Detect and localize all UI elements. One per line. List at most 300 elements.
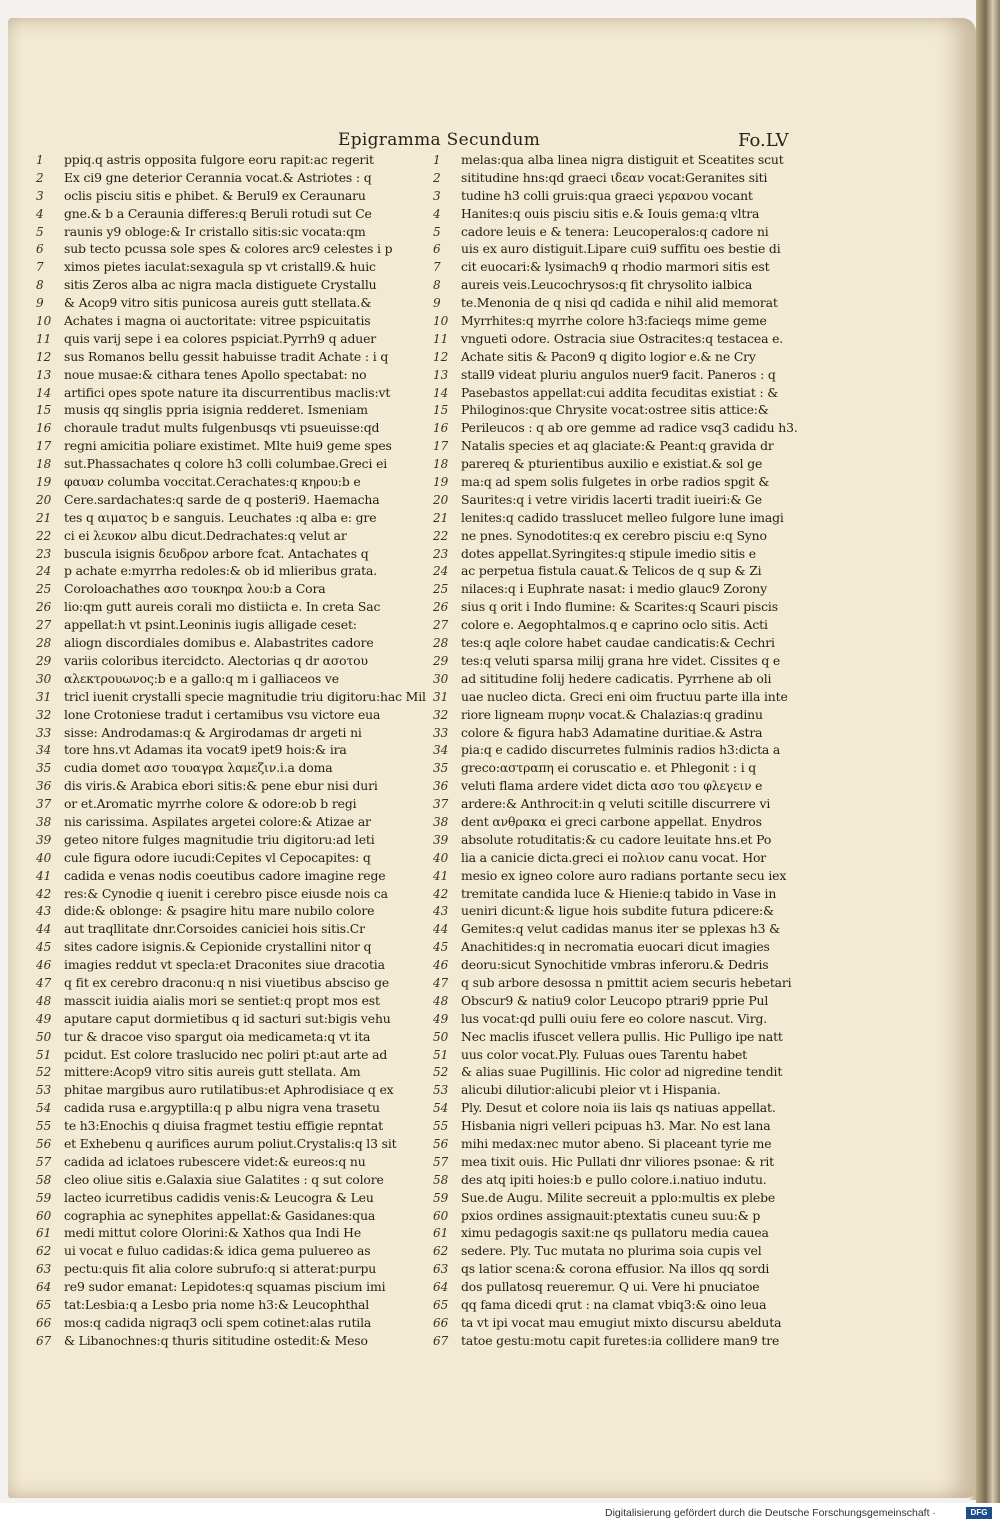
line-number: 15 — [36, 403, 52, 418]
line-number: 65 — [433, 1298, 449, 1312]
line-number: 26 — [36, 600, 52, 615]
line-number: 21 — [433, 510, 449, 525]
line-number: 24 — [433, 564, 449, 579]
text-line — [36, 688, 431, 706]
line-text: Natalis species et aq glaciate:& Peant:q gravida dr — [461, 438, 774, 454]
line-text: noue musae:& cithara tenes Apollo spectabat: no — [64, 366, 367, 382]
text-line — [433, 992, 828, 1010]
line-text: pectu:quis fit alia colore subrufo:q si atterat:purpu — [64, 1261, 377, 1277]
dfg-logo: DFG — [966, 1507, 992, 1519]
line-text: melas:qua alba linea nigra distiguit et Sceatites scut — [461, 152, 784, 167]
line-text: & Libanochnes:q thuris sititudine ostedit:& Meso — [64, 1332, 368, 1348]
line-text: lacteo icurretibus cadidis venis:& Leucogra & Leu — [64, 1189, 374, 1205]
text-line — [36, 974, 431, 992]
line-text: des atq ipiti hoies:b e pullo colore.i.natiuo indutu. — [461, 1171, 767, 1187]
line-number: 54 — [433, 1101, 449, 1116]
line-text: geteo nitore fulges magnitudie triu digitoru:ad leti — [64, 831, 375, 847]
text-line — [433, 1063, 828, 1081]
line-text: p achate e:myrrha redoles:& ob id mlieribus grata. — [64, 563, 377, 579]
line-text: tore hns.vt Adamas ita vocat9 ipet9 hois:& ira — [64, 742, 347, 758]
line-number: 16 — [433, 421, 449, 436]
line-text: Gemites:q velut cadidas manus iter se pplexas h3 & — [461, 921, 781, 937]
line-number: 7 — [36, 260, 44, 275]
line-number: 43 — [36, 904, 52, 919]
text-line — [433, 902, 828, 920]
line-number: 54 — [36, 1101, 52, 1116]
text-line — [36, 580, 431, 598]
line-number: 57 — [36, 1154, 52, 1169]
left-text-column — [36, 151, 431, 1350]
line-number: 11 — [433, 331, 449, 346]
line-number: 13 — [433, 367, 449, 382]
text-line — [433, 384, 828, 402]
line-number: 12 — [433, 349, 449, 364]
text-line — [36, 1278, 431, 1296]
text-line — [433, 580, 828, 598]
line-text: or et.Aromatic myrrhe colore & odore:ob b regi — [64, 796, 357, 812]
line-number: 14 — [36, 385, 52, 400]
text-line — [433, 240, 828, 258]
line-number: 49 — [36, 1011, 52, 1026]
text-line — [36, 741, 431, 759]
text-line — [433, 1242, 828, 1260]
line-number: 30 — [433, 671, 449, 686]
line-number: 10 — [36, 314, 52, 329]
text-line — [36, 330, 431, 348]
text-line — [36, 223, 431, 241]
line-number: 33 — [36, 725, 52, 740]
text-line — [36, 1296, 431, 1314]
line-text: Achates i magna oi auctoritate: vitree pspicuitatis — [64, 313, 371, 329]
line-text: aliogn discordiales domibus e. Alabastrites cadore — [64, 635, 374, 651]
line-number: 22 — [36, 528, 52, 543]
line-text: mos:q cadida nigraq3 ocli spem cotinet:alas rutila — [64, 1314, 372, 1330]
line-text: alicubi dilutior:alicubi pleior vt i Hispania. — [461, 1082, 721, 1098]
line-text: buscula isignis δευδρον arbore fcat. Antachates q — [64, 545, 369, 561]
line-number: 8 — [36, 278, 44, 293]
line-text: tes:q aqle colore habet caudae candicatis:& Cechri — [461, 635, 775, 651]
line-number: 42 — [433, 886, 449, 901]
line-number: 60 — [433, 1208, 449, 1223]
line-text: mea tixit ouis. Hic Pullati dnr viliores psonae: & rit — [461, 1153, 774, 1169]
text-line — [36, 1260, 431, 1278]
text-line — [433, 634, 828, 652]
line-number: 13 — [36, 367, 52, 382]
line-text: sites cadore isignis.& Cepionide crystallini nitor q — [64, 939, 372, 955]
line-number: 63 — [36, 1262, 52, 1277]
line-text: nis carissima. Aspilates argetei colore:& Atizae ar — [64, 813, 371, 829]
line-number: 31 — [36, 689, 52, 704]
line-text: αλεκτρουωνος:b e a gallo:q m i galliaceos ve — [64, 670, 339, 686]
line-text: cleo oliue sitis e.Galaxia siue Galatites : q sut colore — [64, 1171, 384, 1187]
text-line — [36, 759, 431, 777]
text-line — [36, 1117, 431, 1135]
text-line — [433, 598, 828, 616]
line-number: 63 — [433, 1262, 449, 1277]
line-text: sisse: Androdamas:q & Argirodamas dr argeti ni — [64, 724, 362, 740]
line-number: 8 — [433, 278, 441, 293]
line-number: 50 — [36, 1029, 52, 1044]
line-number: 22 — [433, 528, 449, 543]
line-text: cadida ad iclatoes rubescere videt:& eureos:q nu — [64, 1153, 366, 1169]
text-line — [36, 1242, 431, 1260]
line-text: choraule tradut mults fulgenbusqs vti psueuisse:qd — [64, 420, 380, 436]
line-number: 50 — [433, 1029, 449, 1044]
text-line — [433, 1332, 828, 1350]
line-text: Saurites:q i vetre viridis lacerti tradit iueiri:& Ge — [461, 491, 762, 507]
line-number: 33 — [433, 725, 449, 740]
line-number: 47 — [36, 975, 52, 990]
line-text: cit euocari:& lysimach9 q rhodio marmori sitis est — [461, 259, 770, 275]
line-number: 53 — [36, 1083, 52, 1098]
line-text: aureis veis.Leucochrysos:q fit chrysolito ialbica — [461, 277, 753, 293]
line-text: sedere. Ply. Tuc mutata no plurima soia cupis vel — [461, 1243, 762, 1259]
text-line — [433, 670, 828, 688]
page-leaf — [8, 18, 976, 1498]
text-line — [433, 1081, 828, 1099]
text-line — [36, 169, 431, 187]
text-line — [36, 240, 431, 258]
line-number: 28 — [433, 636, 449, 651]
line-text: mesio ex igneo colore auro radians portante secu iex — [461, 867, 787, 883]
line-text: cule figura odore iucudi:Cepites vl Cepocapites: q — [64, 849, 371, 865]
line-text: Coroloachathes ασο τουκηρα λου:b a Cora — [64, 581, 326, 597]
line-text: et Exhebenu q aurifices aurum poliut.Crystalis:q l3 sit — [64, 1135, 397, 1151]
line-number: 30 — [36, 671, 52, 686]
line-number: 9 — [36, 296, 44, 311]
line-number: 46 — [36, 958, 52, 973]
line-number: 52 — [36, 1065, 52, 1080]
text-line — [433, 348, 828, 366]
text-line — [36, 491, 431, 509]
line-number: 52 — [433, 1065, 449, 1080]
line-number: 4 — [433, 206, 441, 221]
line-text: q sub arbore desossa n pmittit aciem securis hebetari — [461, 974, 792, 990]
text-line — [433, 849, 828, 867]
line-number: 43 — [433, 904, 449, 919]
line-number: 45 — [36, 940, 52, 955]
line-text: sut.Phassachates q colore h3 colli columbae.Greci ei — [64, 456, 388, 472]
text-line — [36, 902, 431, 920]
text-line — [36, 419, 431, 437]
text-line — [433, 169, 828, 187]
text-line — [433, 258, 828, 276]
line-number: 62 — [36, 1244, 52, 1259]
text-line — [36, 258, 431, 276]
text-line — [36, 151, 431, 169]
line-text: medi mittut colore Olorini:& Xathos qua Indi He — [64, 1225, 362, 1241]
text-line — [433, 1207, 828, 1225]
running-title: Epigramma Secundum — [338, 130, 541, 150]
text-line — [433, 724, 828, 742]
line-number: 4 — [36, 206, 44, 221]
funding-credit: Digitalisierung gefördert durch die Deutsche Forschungsgemeinschaft · — [605, 1507, 936, 1519]
line-text: & Acop9 vitro sitis punicosa aureis gutt stellata.& — [64, 295, 372, 311]
text-line — [433, 867, 828, 885]
line-text: te.Menonia de q nisi qd cadida e nihil alid memorat — [461, 295, 778, 311]
text-line — [433, 1028, 828, 1046]
line-text: lone Crotoniese tradut i certamibus vsu victore eua — [64, 706, 381, 722]
text-line — [36, 1189, 431, 1207]
line-text: phitae margibus auro rutilatibus:et Aphrodisiace q ex — [64, 1082, 394, 1098]
line-text: ardere:& Anthrocit:in q veluti scitille discurrere vi — [461, 796, 771, 812]
line-text: variis coloribus itercidcto. Alectorias q dr ασοτου — [64, 652, 368, 668]
line-number: 9 — [433, 296, 441, 311]
text-line — [36, 455, 431, 473]
line-text: tremitate candida luce & Hienie:q tabido in Vase in — [461, 885, 777, 901]
text-line — [433, 509, 828, 527]
line-text: tat:Lesbia:q a Lesbo pria nome h3:& Leucophthal — [64, 1297, 370, 1312]
line-text: aputare caput dormietibus q id sacturi sut:bigis vehu — [64, 1010, 391, 1026]
text-line — [36, 384, 431, 402]
line-number: 53 — [433, 1083, 449, 1098]
line-number: 25 — [433, 582, 449, 597]
text-line — [36, 670, 431, 688]
line-text: parereq & pturientibus auxilio e existiat.& sol ge — [461, 456, 763, 472]
text-line — [433, 455, 828, 473]
text-line — [36, 706, 431, 724]
text-line — [36, 205, 431, 223]
line-text: dos pullatosq reueremur. Q ui. Vere hi pnuciatoe — [461, 1279, 760, 1295]
line-number: 40 — [36, 850, 52, 865]
text-line — [36, 598, 431, 616]
line-number: 34 — [433, 743, 449, 758]
text-line — [36, 616, 431, 634]
text-line — [433, 437, 828, 455]
line-text: cadida e venas nodis coeutibus cadore imagine rege — [64, 867, 386, 883]
line-number: 64 — [36, 1280, 52, 1295]
line-number: 49 — [433, 1011, 449, 1026]
text-line — [36, 634, 431, 652]
text-line — [433, 920, 828, 938]
line-text: dotes appellat.Syringites:q stipule imedio sitis e — [461, 545, 756, 561]
line-number: 65 — [36, 1298, 52, 1312]
line-text: ta vt ipi vocat mau emugiut mixto discursu abelduta — [461, 1314, 782, 1330]
line-number: 35 — [433, 761, 449, 776]
line-text: ci ei λευκον albu dicut.Dedrachates:q velut ar — [64, 527, 347, 543]
line-text: Ex ci9 gne deterior Cerannia vocat.& Astriotes : q — [64, 169, 372, 185]
line-number: 5 — [36, 224, 44, 239]
line-number: 37 — [433, 797, 449, 812]
text-line — [433, 831, 828, 849]
line-number: 7 — [433, 260, 441, 275]
text-line — [433, 1260, 828, 1278]
line-number: 55 — [36, 1119, 52, 1134]
line-text: re9 sudor emanat: Lepidotes:q squamas piscium imi — [64, 1279, 386, 1295]
line-text: Cere.sardachates:q sarde de q posteri9. Haemacha — [64, 491, 380, 507]
text-line — [36, 831, 431, 849]
line-number: 38 — [36, 814, 52, 829]
line-text: lio:qm gutt aureis corali mo distiicta e. In creta Sac — [64, 599, 381, 615]
text-line — [36, 312, 431, 330]
line-text: ximos pietes iaculat:sexagula sp vt cristall9.& huic — [64, 259, 376, 275]
line-number: 32 — [433, 707, 449, 722]
line-number: 36 — [433, 779, 449, 794]
line-number: 6 — [433, 242, 441, 257]
line-number: 51 — [433, 1047, 449, 1062]
line-text: appellat:h vt psint.Leoninis iugis alligade ceset: — [64, 617, 357, 633]
line-number: 66 — [36, 1315, 52, 1330]
text-line — [433, 1099, 828, 1117]
text-line — [433, 1171, 828, 1189]
line-number: 21 — [36, 510, 52, 525]
line-text: pia:q e cadido discurretes fulminis radios h3:dicta a — [461, 742, 781, 758]
book-edge — [976, 0, 1000, 1525]
text-line — [433, 688, 828, 706]
line-number: 58 — [433, 1172, 449, 1187]
line-number: 61 — [36, 1226, 52, 1241]
text-line — [36, 813, 431, 831]
line-text: Nec maclis ifuscet vellera pullis. Hic Pulligo ipe natt — [461, 1028, 783, 1044]
text-line — [36, 527, 431, 545]
line-text: dent ανθρακα ei greci carbone appellat. Enydros — [461, 813, 762, 829]
text-line — [433, 759, 828, 777]
text-line — [36, 724, 431, 742]
line-number: 10 — [433, 314, 449, 329]
line-text: cudia domet ασο τουαγρα λαμεζιν.i.a doma — [64, 760, 333, 776]
text-line — [433, 401, 828, 419]
line-text: tatoe gestu:motu capit furetes:ia collidere man9 tre — [461, 1332, 780, 1348]
line-text: Perileucos : q ab ore gemme ad radice vsq3 cadidu h3. — [461, 420, 798, 436]
text-line — [36, 885, 431, 903]
text-line — [433, 491, 828, 509]
line-text: stall9 videat pluriu angulos nuer9 facit. Paneros : q — [461, 366, 776, 382]
line-number: 24 — [36, 564, 52, 579]
line-text: deoru:sicut Synochitide vmbras inferoru.& Dedris — [461, 957, 769, 973]
line-text: imagies reddut vt specla:et Draconites siue dracotia — [64, 957, 385, 973]
line-number: 39 — [36, 832, 52, 847]
text-line — [36, 1028, 431, 1046]
line-text: res:& Cynodie q iuenit i cerebro pisce eiusde nois ca — [64, 885, 388, 901]
text-line — [36, 1224, 431, 1242]
line-text: Philoginos:que Chrysite vocat:ostree sitis attice:& — [461, 402, 769, 418]
line-text: tur & dracoe viso spargut oia medicameta:q vt ita — [64, 1028, 371, 1044]
line-text: & alias suae Pugillinis. Hic color ad nigredine tendit — [461, 1064, 783, 1080]
line-text: regni amicitia poliare existimet. Mlte hui9 geme spes — [64, 438, 392, 454]
line-number: 64 — [433, 1280, 449, 1295]
line-number: 59 — [36, 1190, 52, 1205]
line-number: 67 — [433, 1333, 449, 1348]
text-line — [36, 294, 431, 312]
line-number: 61 — [433, 1226, 449, 1241]
text-line — [433, 187, 828, 205]
line-number: 56 — [433, 1136, 449, 1151]
text-line — [36, 992, 431, 1010]
line-text: ppiq.q astris opposita fulgore eoru rapit:ac regerit — [64, 152, 374, 167]
line-text: q fit ex cerebro draconu:q n nisi viuetibus absciso ge — [64, 974, 390, 990]
text-line — [433, 741, 828, 759]
line-text: Anachitides:q in necromatia euocari dicut imagies — [461, 939, 770, 955]
line-number: 48 — [36, 993, 52, 1008]
text-line — [433, 1314, 828, 1332]
line-number: 14 — [433, 385, 449, 400]
line-number: 17 — [36, 439, 52, 454]
line-number: 27 — [433, 618, 449, 633]
text-line — [433, 1153, 828, 1171]
line-number: 55 — [433, 1119, 449, 1134]
line-number: 51 — [36, 1047, 52, 1062]
folio-number: Fo.LV — [738, 130, 789, 151]
line-text: cadore leuis e & tenera: Leucoperalos:q cadore ni — [461, 223, 769, 239]
line-text: quis varij sepe i ea colores pspiciat.Pyrrh9 q aduer — [64, 330, 377, 346]
line-number: 41 — [433, 868, 449, 883]
line-number: 2 — [433, 170, 441, 185]
text-line — [36, 473, 431, 491]
line-text: uae nucleo dicta. Greci eni oim fructuu parte illa inte — [461, 688, 788, 704]
text-line — [433, 956, 828, 974]
text-line — [433, 223, 828, 241]
text-line — [36, 849, 431, 867]
text-line — [433, 205, 828, 223]
text-line — [433, 1010, 828, 1028]
line-number: 57 — [433, 1154, 449, 1169]
line-number: 62 — [433, 1244, 449, 1259]
line-text: cographia ac synephites appellat:& Gasidanes:qua — [64, 1207, 376, 1223]
line-number: 11 — [36, 331, 52, 346]
line-number: 3 — [36, 188, 44, 203]
line-number: 29 — [36, 653, 52, 668]
text-line — [433, 938, 828, 956]
text-line — [36, 652, 431, 670]
text-line — [36, 401, 431, 419]
line-text: mihi medax:nec mutor abeno. Si placeant tyrie me — [461, 1135, 772, 1151]
line-text: tes:q veluti sparsa milij grana hre videt. Cissites q e — [461, 652, 781, 668]
line-number: 32 — [36, 707, 52, 722]
line-text: mittere:Acop9 vitro sitis aureis gutt stellata. Am — [64, 1064, 361, 1080]
line-text: te h3:Enochis q diuisa fragmet testiu effigie repntat — [64, 1118, 383, 1134]
text-line — [36, 1010, 431, 1028]
line-text: sius q orit i Indo flumine: & Scarites:q Scauri piscis — [461, 599, 778, 615]
right-text-column — [433, 151, 828, 1350]
line-text: uus color vocat.Ply. Fuluas oues Tarentu habet — [461, 1046, 747, 1062]
line-number: 5 — [433, 224, 441, 239]
text-line — [36, 867, 431, 885]
line-text: aut traqllitate dnr.Corsoides caniciei hois sitis.Cr — [64, 921, 365, 937]
text-line — [433, 473, 828, 491]
line-number: 1 — [36, 153, 44, 167]
line-text: colore & figura hab3 Adamatine duritiae.& Astra — [461, 724, 763, 740]
line-text: absolute rotuditatis:& cu cadore leuitate hns.et Po — [461, 831, 772, 847]
line-text: Myrrhites:q myrrhe colore h3:facieqs mime geme — [461, 313, 767, 329]
line-text: qs latior scena:& corona effusior. Na illos qq sordi — [461, 1261, 770, 1277]
text-line — [433, 1135, 828, 1153]
text-line — [36, 545, 431, 563]
line-number: 36 — [36, 779, 52, 794]
line-number: 58 — [36, 1172, 52, 1187]
line-number: 66 — [433, 1315, 449, 1330]
line-number: 3 — [433, 188, 441, 203]
text-line — [433, 813, 828, 831]
text-line — [36, 276, 431, 294]
line-text: ne pnes. Synodotites:q ex cerebro pisciu e:q Syno — [461, 527, 767, 543]
line-text: lus vocat:qd pulli ouiu fere eo colore nascut. Virg. — [461, 1010, 768, 1026]
line-number: 45 — [433, 940, 449, 955]
line-text: gne.& b a Ceraunia differes:q Beruli rotudi sut Ce — [64, 205, 372, 221]
line-text: masscit iuidia aialis mori se sentiet:q propt mos est — [64, 992, 380, 1008]
text-line — [36, 1171, 431, 1189]
text-line — [433, 294, 828, 312]
line-number: 46 — [433, 958, 449, 973]
line-text: tricl iuenit crystalli specie magnitudie triu digitoru:hac Mil — [64, 688, 426, 704]
line-text: lia a canicie dicta.greci ei πολιον canu vocat. Hor — [461, 849, 767, 865]
line-number: 19 — [433, 475, 449, 490]
text-line — [36, 348, 431, 366]
line-number: 23 — [36, 546, 52, 561]
line-number: 67 — [36, 1333, 52, 1348]
text-line — [433, 1224, 828, 1242]
text-line — [36, 795, 431, 813]
text-line — [433, 1296, 828, 1314]
